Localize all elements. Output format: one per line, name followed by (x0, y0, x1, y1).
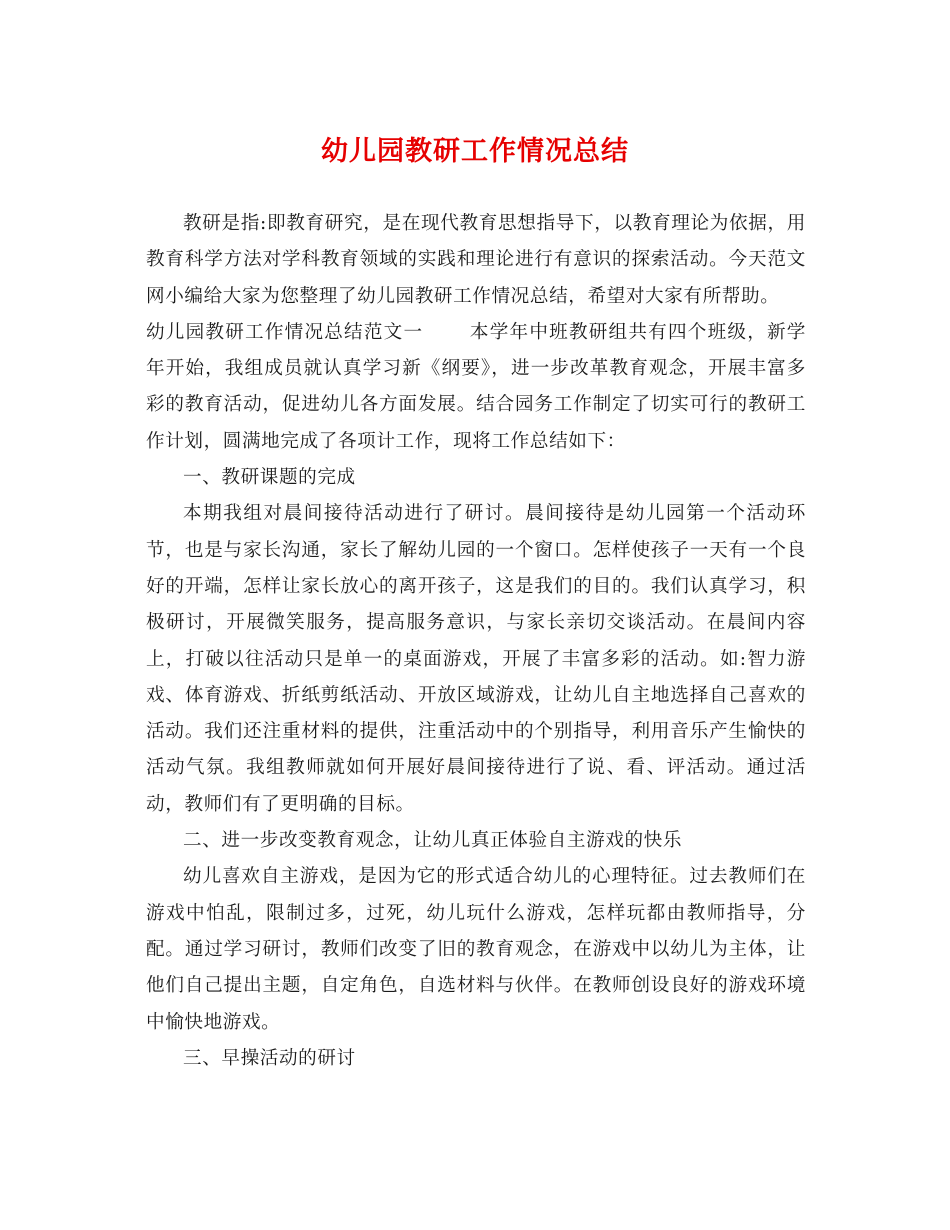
page-title: 幼儿园教研工作情况总结 (321, 136, 629, 167)
sample-heading: 幼儿园教研工作情况总结范文一 (146, 321, 424, 343)
sample-paragraph (146, 315, 806, 460)
intro-paragraph: 教研是指:即教育研究，是在现代教育思想指导下，以教育理论为依据，用教育科学方法对学科教育领域的实践和理论进行有意识的探索活动。今天范文网小编给大家为您整理了幼儿园教研工作情况总结，希望对大家有所帮助。 (146, 213, 806, 307)
section-body-2: 幼儿喜欢自主游戏，是因为它的形式适合幼儿的心理特征。过去教师们在游戏中怕乱，限制过多，过死，幼儿玩什么游戏，怎样玩都由教师指导，分配。通过学习研讨，教师们改变了旧的教育观念，在游戏中以幼儿为主体，让他们自己提出主题，自定角色，自选材料与伙伴。在教师创设良好的游戏环境中愉快地游戏。 (146, 866, 806, 1033)
section-heading-3: 三、早操活动的研讨 (183, 1047, 356, 1069)
section-body-1: 本期我组对晨间接待活动进行了研讨。晨间接待是幼儿园第一个活动环节，也是与家长沟通，家长了解幼儿园的一个窗口。怎样使孩子一天有一个良好的开端，怎样让家长放心的离开孩子，这是我们的目的。我们认真学习，积极研讨，开展微笑服务，提高服务意识，与家长亲切交谈活动。在晨间内容上，打破以往活动只是单一的桌面游戏，开展了丰富多彩的活动。如:智力游戏、体育游戏、折纸剪纸活动、开放区域游戏，让幼儿自主地选择自己喜欢的活动。我们还注重材料的提供，注重活动中的个别指导，利用音乐产生愉快的活动气氛。我组教师就如何开展好晨间接待进行了说、看、评活动。通过活动，教师们有了更明确的目标。 (146, 503, 806, 815)
section-heading-2: 二、进一步改变教育观念，让幼儿真正体验自主游戏的快乐 (183, 830, 683, 852)
sample-opening-text: 本学年中班教研组共有四个班级，新学年开始，我组成员就认真学习新《纲要》，进一步改革教育观念，开展丰富多彩的教育活动，促进幼儿各方面发展。结合园务工作制定了切实可行的教研工作计划，圆满地完成了各项计工作，现将工作总结如下： (146, 321, 807, 452)
document-body (146, 206, 806, 1077)
section-heading-1: 一、教研课题的完成 (183, 467, 356, 489)
